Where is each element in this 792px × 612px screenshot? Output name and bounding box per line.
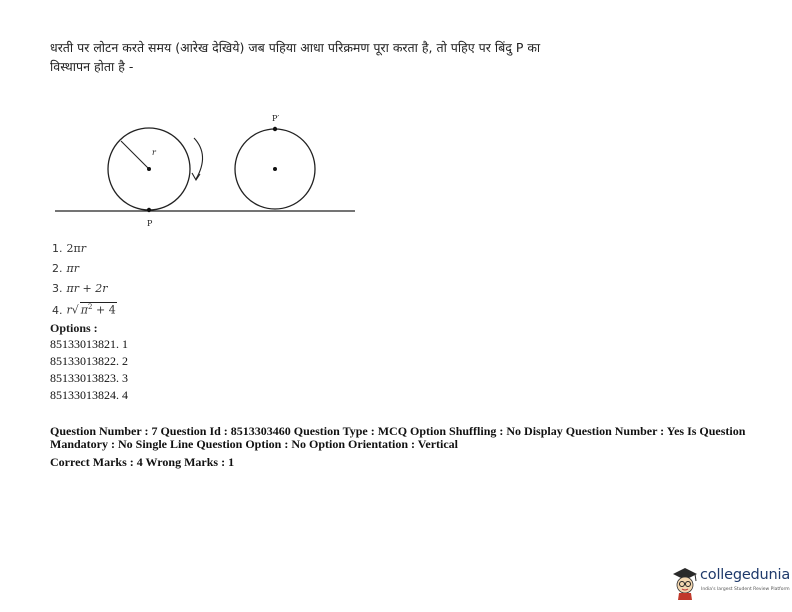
options-list [50, 336, 128, 404]
sqrt-expression: $\pi^2 + 4$ [80, 303, 116, 317]
question-metadata: Question Number : 7 Question Id : 8513303460 Question Type : MCQ Option Shuffling : No Display Question Number : Yes Is Question Mandatory : No Single Line Question Option : No Option Orientation : Vertical [50, 424, 746, 451]
wheel-initial-center [147, 167, 151, 171]
radius-label: r [152, 148, 156, 157]
option-3: 85133013823. 3 [50, 371, 128, 385]
answer-choices [52, 242, 117, 322]
point-p-prime-label: P′ [272, 114, 280, 123]
collegedunia-logo [670, 562, 791, 604]
options-heading: Options : [50, 321, 98, 335]
marks-info: Correct Marks : 4 Wrong Marks : 1 [50, 455, 235, 469]
brand-tagline: India's largest Student Review Platform [701, 587, 790, 592]
brand-name: collegedunia [700, 567, 791, 583]
option-1: 85133013821. 1 [50, 337, 128, 351]
choice-2: 2. πr [52, 262, 79, 275]
rotation-arrow [194, 138, 203, 179]
point-p [147, 208, 151, 212]
question-text [50, 38, 570, 76]
wheel-final-center [273, 167, 277, 171]
point-p-label: P [147, 219, 153, 228]
question-line-1: धरती पर लोटन करते समय (आरेख देखिये) जब पहिया आधा परिक्रमण पूरा करता है, तो पहिए पर बिंदु P का [50, 40, 541, 55]
point-p-prime [273, 127, 277, 131]
radius-line [121, 141, 149, 169]
diagram-svg [50, 108, 360, 232]
question-line-2: विस्थापन होता है - [50, 59, 134, 74]
graduate-mascot-icon [670, 564, 700, 600]
choice-3: 3. πr + 2r [52, 282, 108, 295]
choice-1: 1. 2πr [52, 242, 86, 255]
rolling-wheel-diagram [50, 108, 360, 232]
option-2: 85133013822. 2 [50, 354, 128, 368]
choice-4: 4. r√ $\pi^2 + 4$ [52, 303, 116, 317]
option-4: 85133013824. 4 [50, 388, 128, 402]
